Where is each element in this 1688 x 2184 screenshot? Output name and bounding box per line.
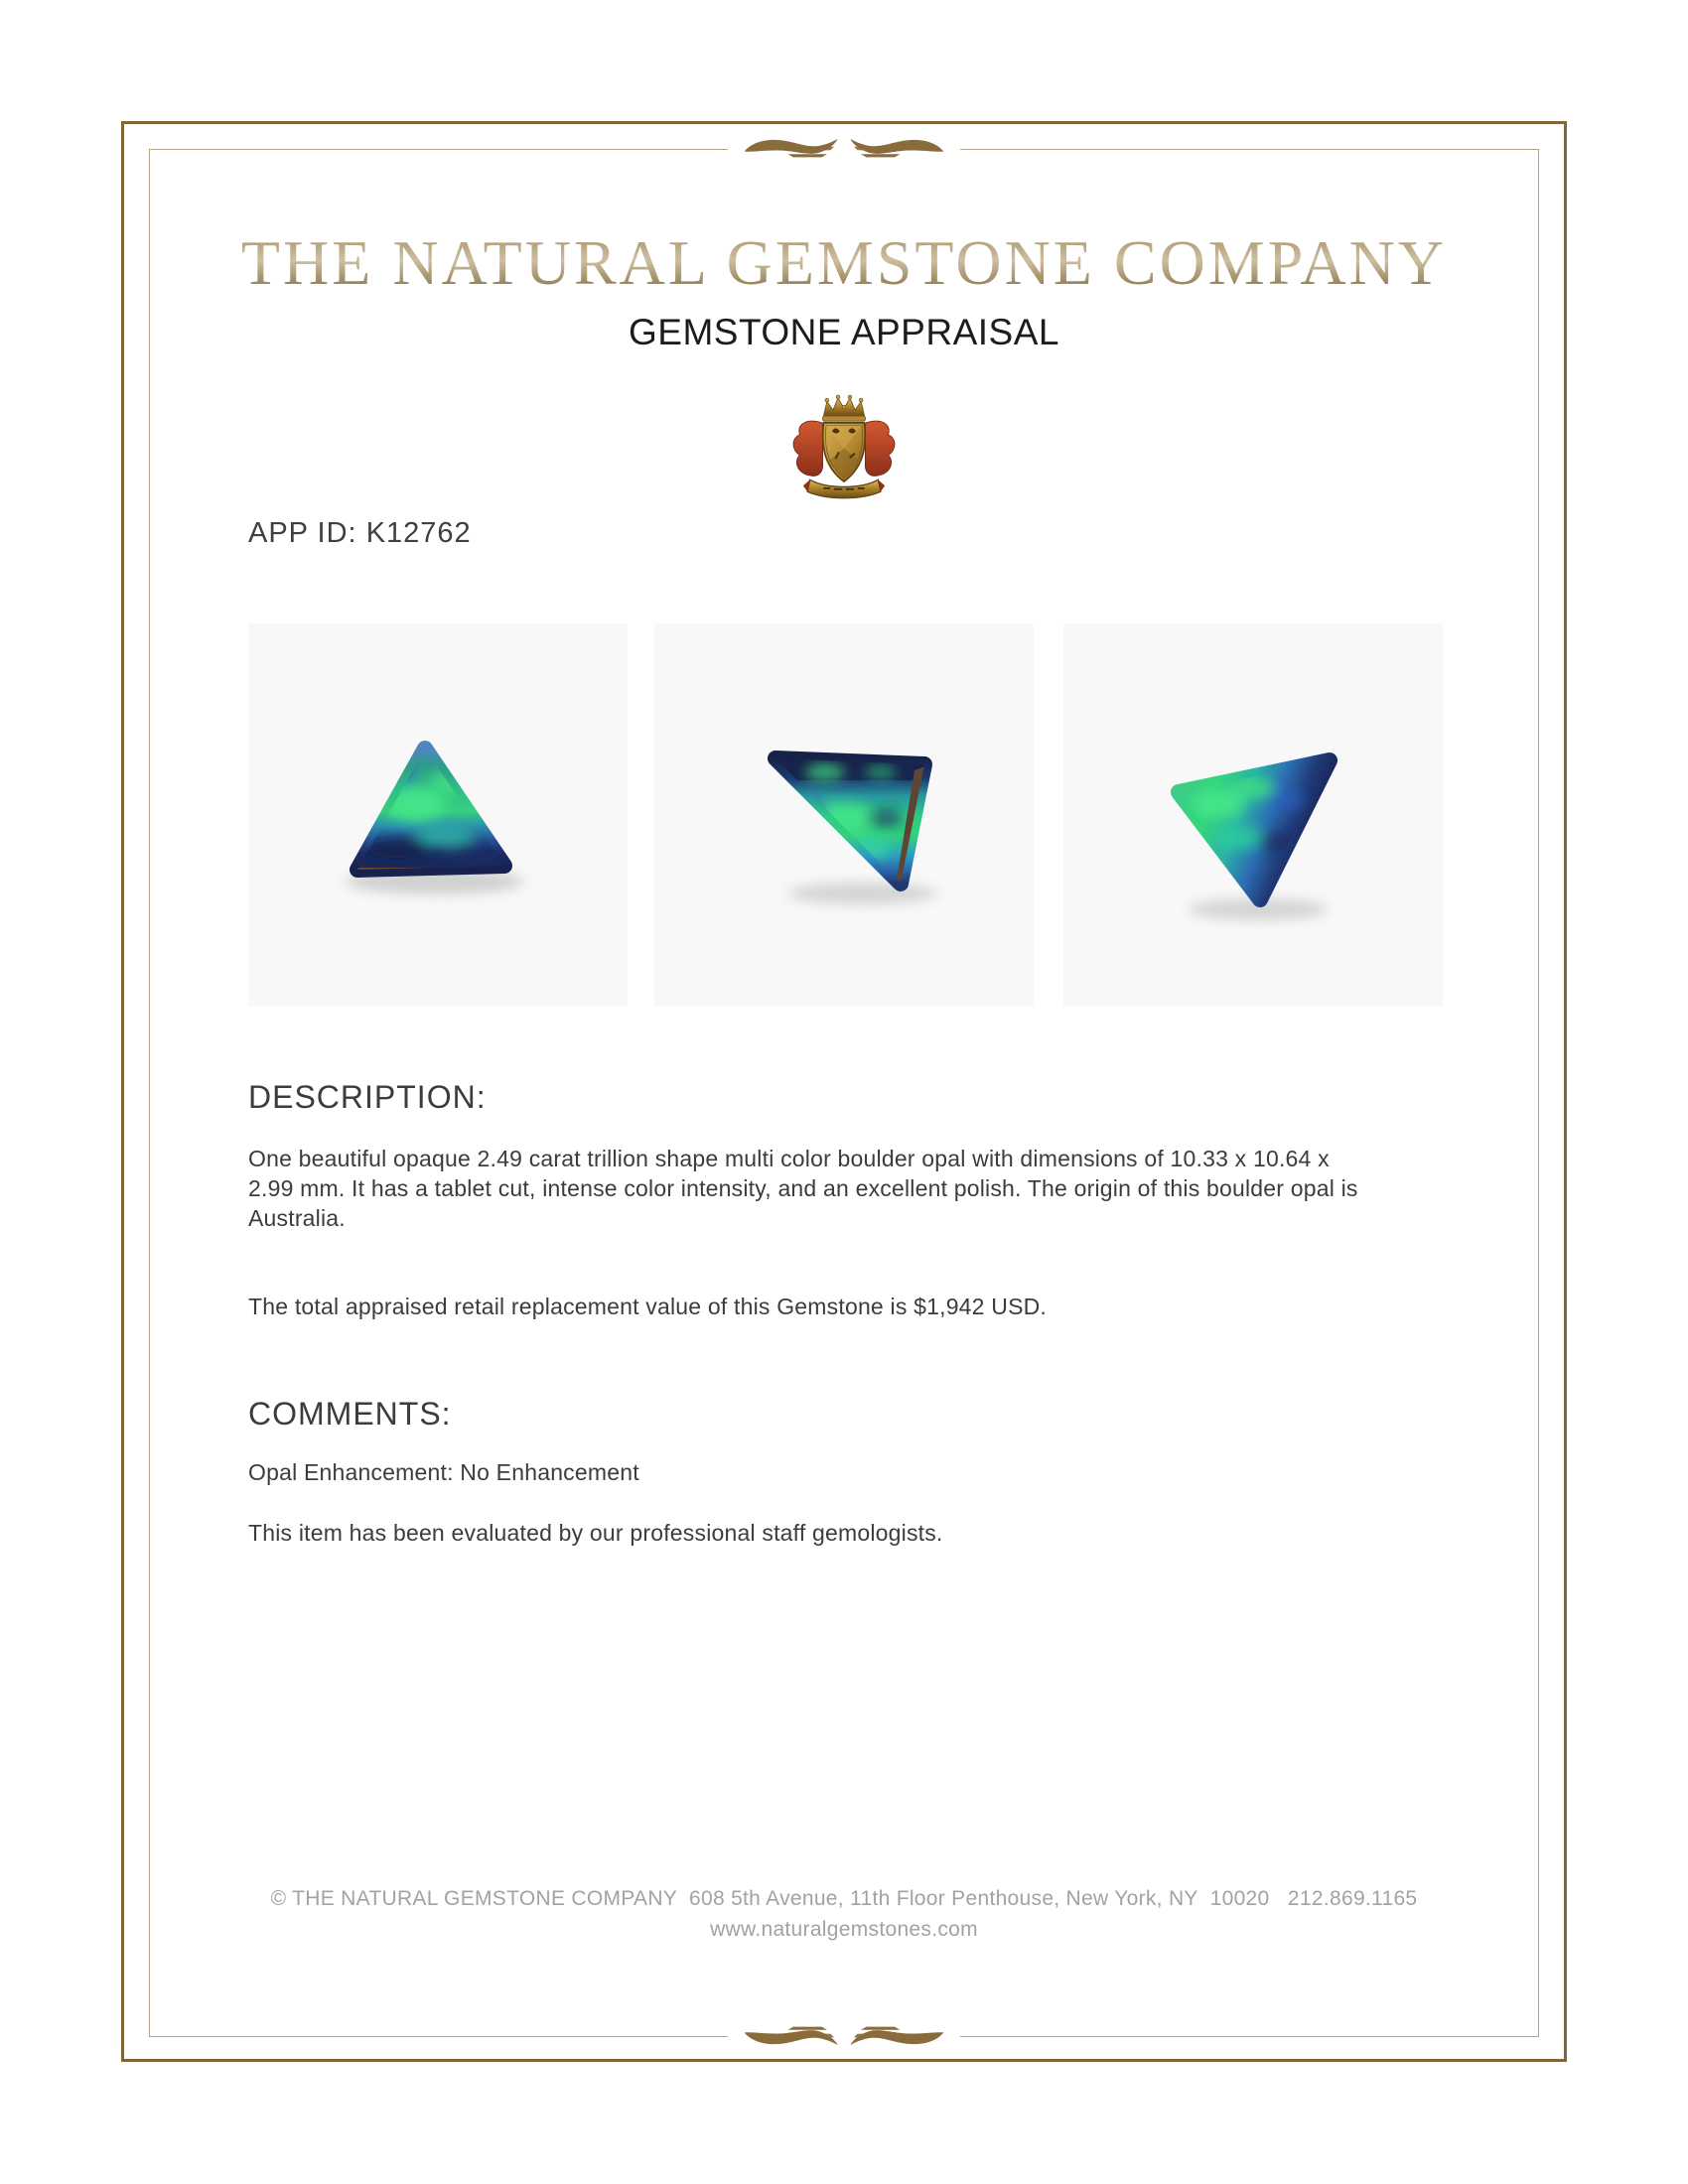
gemstone-photo-1	[248, 623, 628, 1007]
bottom-flourish-ornament-icon	[728, 2024, 960, 2050]
footer-address-line: © THE NATURAL GEMSTONE COMPANY 608 5th Avenue, 11th Floor Penthouse, New York, NY 10020 212.869.1165	[270, 1887, 1418, 1910]
description-body: One beautiful opaque 2.49 carat trillion shape multi color boulder opal with dimensions of 10.33 x 10.64 x 2.99 mm. It has a tablet cut, intense color intensity, and an excellent polish. The origin of this boulder opal is Australia.	[248, 1146, 1358, 1231]
app-id-value: K12762	[365, 517, 472, 549]
description-heading: DESCRIPTION:	[248, 1079, 487, 1115]
footer-website: www.naturalgemstones.com	[710, 1918, 978, 1941]
app-id	[248, 517, 472, 550]
appraised-value-statement: The total appraised retail replacement value of this Gemstone is $1,942 USD.	[248, 1294, 1048, 1319]
company-crest-logo	[784, 389, 904, 514]
app-id-label: APP ID:	[248, 517, 357, 549]
gemstone-photo-2	[654, 623, 1034, 1007]
document-type-subtitle: GEMSTONE APPRAISAL	[629, 312, 1059, 352]
comments-heading: COMMENTS:	[248, 1396, 452, 1432]
evaluation-comment: This item has been evaluated by our professional staff gemologists.	[248, 1520, 943, 1546]
company-name-title: THE NATURAL GEMSTONE COMPANY	[0, 226, 1688, 300]
top-flourish-ornament-icon	[728, 136, 960, 162]
enhancement-comment: Opal Enhancement: No Enhancement	[248, 1459, 639, 1485]
gemstone-photo-3	[1063, 623, 1443, 1007]
